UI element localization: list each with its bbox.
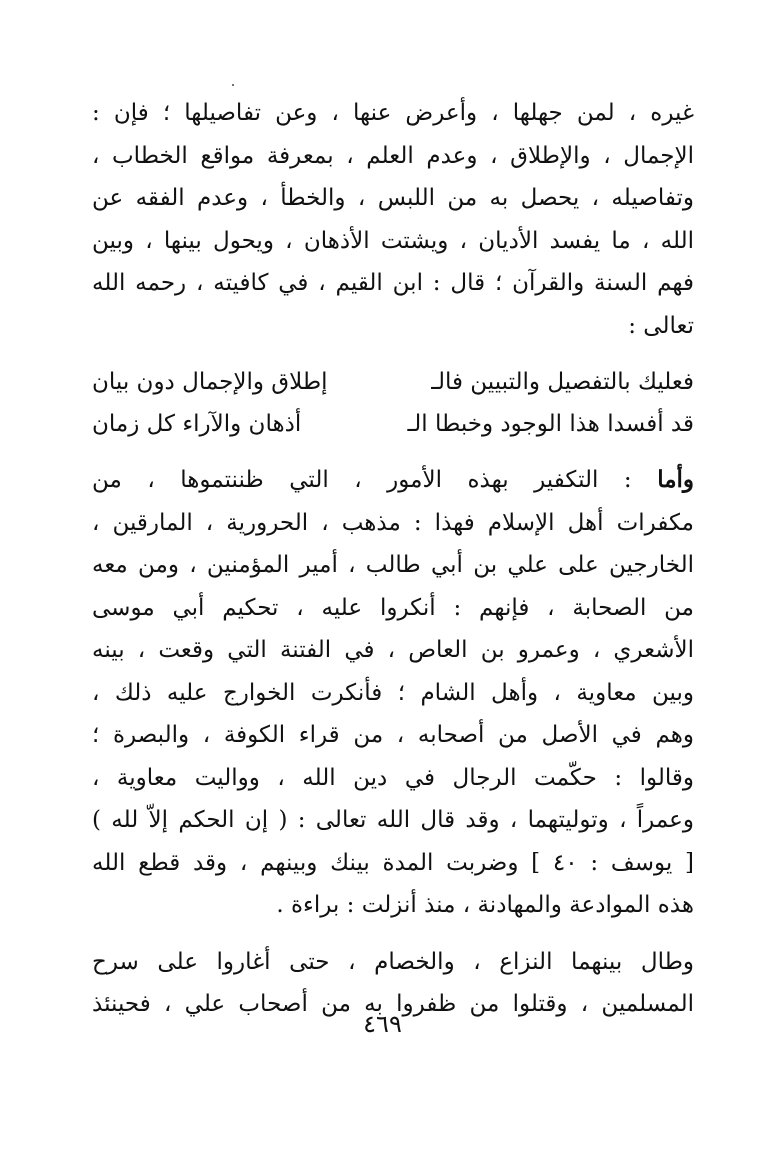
text-line: هذه الموادعة والمهادنة ، منذ أنزلت : براءة . — [276, 892, 694, 918]
text-line: الأشعري ، وعمرو بن العاص ، في الفتنة التي وقعت ، بينه — [92, 637, 694, 663]
text-line: فهم السنة والقرآن ؛ قال : ابن القيم ، في كافيته ، رحمه الله — [92, 270, 694, 296]
text-line: وبين معاوية ، وأهل الشام ؛ فأنكرت الخوارج عليه ذلك ، — [92, 679, 694, 706]
text-line: الإجمال ، والإطلاق ، وعدم العلم ، بمعرفة مواقع الخطاب ، — [92, 142, 694, 169]
text-line: [ يوسف : ٤٠ ] وضربت المدة بينك وبينهم ، وقد قطع الله — [92, 849, 694, 876]
verse-first-hemistich: قد أفسدا هذا الوجود وخبطا الـ — [407, 411, 694, 437]
text-line: وطال بينهما النزاع ، والخصام ، حتى أغاروا على سرح — [92, 948, 694, 975]
verse-first-hemistich: فعليك بالتفصيل والتبيين فالـ — [431, 369, 694, 395]
paragraph-1 — [92, 92, 694, 347]
paragraph-2 — [92, 459, 694, 927]
text-line: من الصحابة ، فإنهم : أنكروا عليه ، تحكيم أبي موسى — [92, 594, 694, 621]
verse-line-1 — [92, 361, 694, 403]
lead-word: وأما — [657, 466, 694, 493]
text-line: وتفاصيله ، يحصل به من اللبس ، والخطأ ، وعدم الفقه عن — [92, 185, 694, 211]
ink-speck — [232, 84, 234, 86]
text-line: الخارجين على علي بن أبي طالب ، أمير المؤمنين ، ومن معه — [92, 552, 694, 578]
text-segment: : التكفير بهذه الأمور ، التي ظننتموها ، من — [92, 467, 658, 493]
text-line: وهم في الأصل من أصحابه ، من قراء الكوفة ، والبصرة ؛ — [92, 722, 694, 748]
text-line: تعالى : — [628, 312, 694, 339]
text-line: وقالوا : حكّمت الرجال في دين الله ، وواليت معاوية ، — [92, 764, 694, 791]
verse-second-hemistich: أذهان والآراء كل زمان — [92, 411, 302, 437]
text-line: الله ، ما يفسد الأديان ، ويشتت الأذهان ، ويحول بينها ، وبين — [92, 227, 694, 254]
verse-line-2 — [92, 403, 694, 445]
poem-verse — [92, 361, 694, 445]
page-number: ٤٦٩ — [363, 1010, 402, 1038]
text-line: وعمراً ، وتوليتهما ، وقد قال الله تعالى : ( إن الحكم إلاّ لله ) — [92, 807, 694, 833]
verse-second-hemistich: إطلاق والإجمال دون بيان — [92, 369, 328, 395]
text-line: المسلمين ، وقتلوا من ظفروا به من أصحاب علي ، فحينئذ — [92, 991, 694, 1017]
text-line — [92, 459, 694, 502]
page-body — [92, 92, 694, 1026]
text-line: غيره ، لمن جهلها ، وأعرض عنها ، وعن تفاصيلها ؛ فإن : — [92, 100, 694, 126]
text-line: مكفرات أهل الإسلام فهذا : مذهب ، الحرورية ، المارقين ، — [92, 509, 694, 536]
